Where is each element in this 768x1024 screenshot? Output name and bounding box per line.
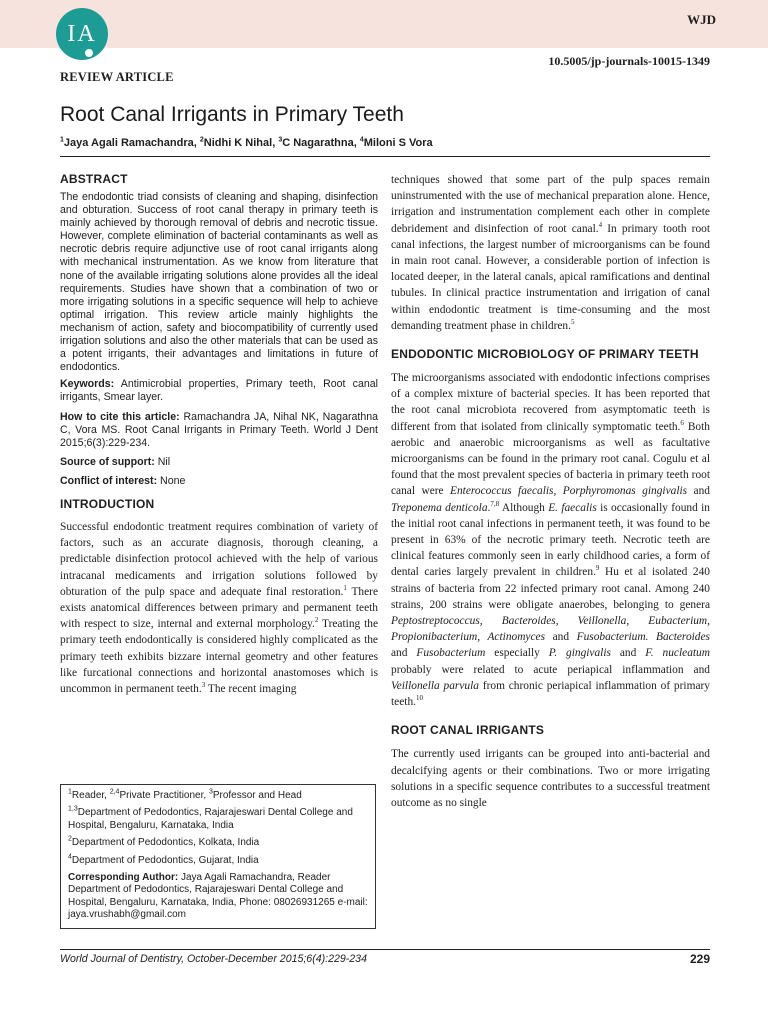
text-run: especially: [485, 647, 549, 660]
author-list: [60, 137, 433, 149]
affil-sup: 2: [68, 835, 72, 843]
journal-logo: [56, 8, 108, 60]
page-number: 229: [689, 952, 710, 966]
footer-journal-info: World Journal of Dentistry, October-December 2015;6(4):229-234: [60, 953, 367, 965]
species-name: E. faecalis: [548, 501, 597, 514]
text-run: is occasionally found in the initial root canal infections in permanent teeth, it was found to be present in 63% of the necrotic primary teeth. Necrotic teeth are clinical features commonly seen in early childhood caries, a form of dental caries largely prevalent in children.: [391, 501, 710, 579]
affil-sup: 2,4: [109, 788, 120, 796]
introduction-heading: INTRODUCTION: [60, 496, 155, 511]
support-text: Nil: [154, 455, 171, 468]
citation-sup: 5: [570, 318, 575, 327]
text-run: In primary tooth root canal infections, the largest number of microorganisms can be found in main root canal. However, a considerable portion of infection is located deeper, in the lateral canals, apical ramifications and dentinal tubules. In clinical practice instrumentation and irrigation of canal within endodontic treatment is time-consuming and the most demanding treatment phase in children.: [391, 222, 711, 332]
text-run: Department of Pedodontics, Rajarajeswari Dental College and Hospital, Bengaluru, Karnataka, India: [68, 807, 353, 831]
logo-dot-icon: [84, 48, 94, 58]
species-name: Treponema denticola: [391, 501, 488, 514]
text-run: and: [687, 485, 710, 498]
microbiology-heading: ENDODONTIC MICROBIOLOGY OF PRIMARY TEETH: [391, 347, 699, 362]
affiliation-item: [68, 855, 368, 867]
species-name: P. gingivalis: [548, 647, 611, 660]
footer-divider: [60, 949, 710, 950]
source-of-support: [60, 456, 378, 469]
affil-sup: 4: [68, 853, 72, 861]
irrigants-heading: ROOT CANAL IRRIGANTS: [391, 723, 545, 738]
species-name: F. nucleatum: [645, 647, 710, 660]
corresponding-text[interactable]: Jaya Agali Ramachandra, Reader Department of Pedodontics, Rajarajeswari Dental College and Hospital, Bengaluru, Karnataka, India, Phone: 08026931265 e-mail: jaya.vrushabh@gmail.com: [68, 872, 368, 921]
species-name: Fusobacterium: [416, 647, 486, 660]
text-run: Private Practitioner,: [119, 790, 209, 801]
logo-text: IA: [67, 21, 97, 47]
journal-abbreviation: WJD: [687, 12, 716, 27]
species-name: Peptostreptococcus, Bacteroides, Veillonella, Eubacterium, Propionibacterium, Actinomyces: [391, 615, 710, 644]
keywords-text: Antimicrobial properties, Primary teeth, Root canal irrigants, Smear layer.: [60, 378, 378, 404]
text-run: and: [545, 631, 577, 644]
text-run: The recent imaging: [205, 683, 297, 695]
right-column: [391, 172, 710, 811]
species-name: Enterococcus faecalis, Porphyromonas gingivalis: [450, 485, 688, 498]
citation-sup: 9: [595, 564, 600, 573]
imaging-paragraph: [391, 172, 710, 334]
text-run: from chronic periapical inflammation of primary teeth.: [391, 679, 710, 709]
affiliation-item: [68, 837, 368, 849]
author-name: C Nagarathna,: [282, 137, 360, 149]
citation-sup: 2: [314, 616, 319, 625]
conflict-text: None: [157, 474, 186, 487]
author-name: Miloni S Vora: [363, 137, 433, 149]
text-run: Although: [499, 501, 549, 514]
header-band: [0, 0, 768, 48]
conflict-label: Conflict of interest:: [60, 474, 158, 487]
text-run: Department of Pedodontics, Gujarat, India: [71, 854, 259, 866]
doi[interactable]: 10.5005/jp-journals-10015-1349: [548, 54, 710, 68]
affil-sup: 3: [208, 788, 213, 796]
species-name: Fusobacterium. Bacteroides: [576, 631, 710, 644]
affil-sup: 1: [68, 788, 72, 796]
author-roles: [68, 790, 368, 802]
corresponding-author: [68, 872, 368, 922]
introduction-paragraph: [60, 519, 378, 697]
text-run: Treating the primary teeth endodontically is considered highly complicated as the primary teeth exhibits bizzare internal geometry and other features like furcational connections and horizontal anastomoses which is uncommon in permanent teeth.: [60, 618, 379, 695]
support-label: Source of support:: [60, 455, 155, 468]
text-run: Department of Pedodontics, Kolkata, India: [71, 837, 260, 849]
text-run: Successful endodontic treatment requires combination of variety of factors, such as an accurate diagnosis, thorough cleaning, a predictable disinfection protocol achieved with the help of various intracanal medicaments and irrigation solutions followed by obturation of the pulp space and adequate final restoration.: [60, 520, 378, 598]
citation-label: How to cite this article:: [60, 410, 180, 423]
text-run: .: [487, 501, 491, 514]
citation-sup: 7,8: [490, 499, 500, 508]
affil-sup: 1,3: [68, 806, 78, 814]
text-run: There exists anatomical differences between primary and permanent teeth with respect to size, internal and external morphology.: [60, 585, 379, 631]
citation-sup: 10: [415, 694, 423, 703]
abstract-text: The endodontic triad consists of cleaning and shaping, disinfection and obturation. Success of root canal therapy in primary teeth is mainly achieved by thorough removal of debris and necrotic tissue. However, complete elimination of bacterial contaminants as well as necrotic debris require adjunctive use of root canal irrigants along with mechanical instrumentation. As we know from literature that none of the available irrigating solutions alone provides all the ideal requirements. Studies have shown that a combination of two or more irrigating solutions in a specific sequence will help to achieve optimal irrigation. This review article mainly highlights the mechanism of action, safety and biocompatibility of currently used irrigation solutions and also the other materials that can be used as a potent irrigants, their advantages and limitations in future of endodontics.: [60, 191, 378, 374]
corresponding-label: Corresponding Author:: [68, 872, 179, 884]
title-divider: [60, 156, 710, 157]
text-run: Professor and Head: [212, 790, 302, 801]
text-run: The microorganisms associated with endodontic infections comprises of a complex mixture of bacterial species. It has been reported that the root canal microbiota recovered from asymptomatic teeth is different from that isolated from clinically symptomatic teeth.: [391, 372, 710, 433]
author-name: Nidhi K Nihal,: [203, 137, 279, 149]
citation: [60, 411, 378, 450]
text-run: and: [610, 647, 646, 660]
citation-sup: 6: [680, 418, 684, 427]
text-run: probably were related to acute periapical inflammation and: [391, 663, 710, 676]
author-sup: 1: [60, 136, 64, 144]
citation-sup: 1: [343, 583, 347, 592]
conflict-of-interest: [60, 475, 378, 488]
keywords-label: Keywords:: [60, 378, 115, 391]
affiliation-item: [68, 807, 368, 832]
article-title: Root Canal Irrigants in Primary Teeth: [60, 103, 404, 126]
text-run: Hu et al isolated 240 strains of bacteria from 22 infected primary root canal. Among 240 strains, 200 strains were obligate anaerobes, belonging to genera: [391, 566, 710, 611]
species-name: Veillonella parvula: [391, 679, 479, 692]
author-sup: 2: [199, 136, 204, 144]
text-run: and: [391, 647, 417, 660]
citation-sup: 3: [201, 681, 206, 690]
author-sup: 4: [359, 136, 364, 144]
author-sup: 3: [278, 136, 283, 144]
article-type: REVIEW ARTICLE: [60, 70, 174, 84]
citation-sup: 4: [598, 220, 603, 229]
citation-text: Ramachandra JA, Nihal NK, Nagarathna C, Vora MS. Root Canal Irrigants in Primary Teeth. World J Dent 2015;6(3):229-234.: [60, 410, 378, 449]
affiliations-box: [60, 784, 376, 929]
left-column: [60, 172, 378, 697]
text-run: techniques showed that some part of the pulp spaces remain uninstrumented with the use of mechanical preparation alone. Hence, irrigation and instrumentation complement each other in complete debridement and disinfection of root canal.: [391, 174, 710, 235]
microbiology-paragraph: [391, 370, 710, 710]
abstract-heading: ABSTRACT: [60, 172, 128, 186]
irrigants-paragraph: The currently used irrigants can be grouped into anti-bacterial and decalcifying agents or their combinations. Two or more irrigating solutions in a specific sequence contributes to a successful treatment outcome as no single: [391, 748, 710, 809]
text-run: Reader,: [71, 790, 110, 801]
author-name: Jaya Agali Ramachandra,: [63, 137, 200, 149]
keywords: [60, 378, 378, 404]
text-run: Both aerobic and anaerobic microorganisms as well as facultative microorganisms can be found in the primary root canal. Cogulu et al found that the most prevalent species of bacteria in primary teeth root canal were: [391, 420, 710, 498]
